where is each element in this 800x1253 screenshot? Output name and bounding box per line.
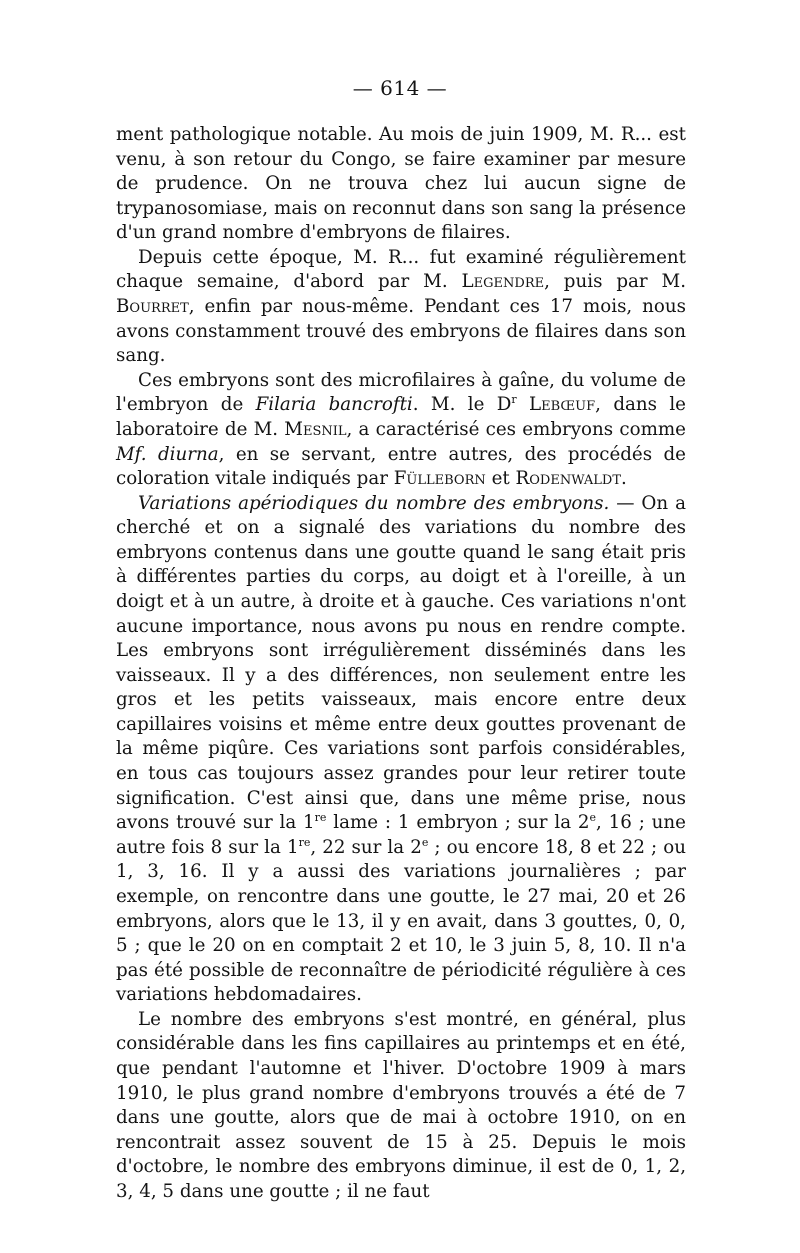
text-run: , 16 ; une autre fois 8 sur la 1 bbox=[116, 812, 686, 858]
body-text bbox=[116, 123, 686, 1204]
paragraph-microfilaria-identification bbox=[116, 369, 686, 492]
species-name: Filaria bancrofti bbox=[255, 394, 413, 416]
author-name-mesnil: Mesnil bbox=[284, 418, 347, 440]
paragraph-examination-history bbox=[116, 246, 686, 369]
text-run: . bbox=[621, 468, 627, 490]
text-run: , enfin par nous-même. Pendant ces 17 mois, nous avons constamment trouvé des embryons de filaires dans son sang. bbox=[116, 296, 686, 367]
author-name-rodenwaldt: Rodenwaldt bbox=[515, 468, 622, 490]
paragraph-seasonal-variation: Le nombre des embryons s'est montré, en général, plus considérable dans les fins capillaires au printemps et en été, que pendant l'automne et l'hiver. D'octobre 1909 à mars 1910, le plus grand nombre d'embryons trouvés a été de 7 dans une goutte, alors que de mai à octobre 1910, on en rencontrait assez souvent de 15 à 25. Depuis le mois d'octobre, le nombre des embryons diminue, il est de 0, 1, 2, 3, 4, 5 dans une goutte ; il ne faut bbox=[116, 1008, 686, 1202]
microfilaria-name: Mf. diurna bbox=[116, 443, 219, 465]
text-run: et bbox=[485, 468, 516, 490]
superscript: e bbox=[421, 835, 429, 849]
text-run: Depuis cette époque, M. R... fut examiné régulièrement chaque semaine, d'abord par M. bbox=[116, 246, 686, 293]
paragraph-aperiodic-variations bbox=[116, 492, 686, 1008]
text-run: Ces embryons sont des microfilaires à gaîne, du volume de l'embryon de bbox=[116, 369, 686, 416]
text-run: , dans le laboratoire de M. bbox=[116, 394, 686, 440]
author-name-legendre: Legendre bbox=[461, 271, 545, 293]
text-run: — On a cherché et on a signalé des variations du nombre des embryons contenus dans une goutte quand le sang était pris à différentes parties du corps, au doigt et à l'oreille, à un doigt et à un autre, à droite et à gauche. Ces variations n'ont aucune importance, nous avons pu nous en rendre compte. Les embryons sont irrégulièrement disséminés dans les vaisseaux. Il y a des différences, non seulement entre les gros et les petits vaisseaux, mais encore entre deux capillaires voisins et même entre deux gouttes provenant de la même piqûre. Ces variations sont parfois considérables, en tous cas toujours assez grandes pour leur retirer toute signification. C'est ainsi que, dans une même prise, nous avons trouvé sur la 1 bbox=[116, 492, 686, 834]
superscript: r bbox=[511, 393, 517, 407]
paragraph-continuation: ment pathologique notable. Au mois de juin 1909, M. R... est venu, à son retour du Congo, se faire examiner par mesure de prudence. On ne trouva chez lui aucun signe de trypanosomiase, mais on reconnut dans son sang la présence d'un grand nombre d'embryons de filaires. bbox=[116, 124, 686, 244]
text-run: , a caractérisé ces embryons comme bbox=[346, 418, 686, 440]
text-run: ; ou encore 18, 8 et 22 ; ou 1, 3, 16. Il y a aussi des variations journalières ; par exemple, on rencontre dans une goutte, le 27 mai, 20 et 26 embryons, alors que le 13, il y en avait, dans 3 gouttes, 0, 0, 5 ; que le 20 on en comptait 2 et 10, le 3 juin 5, 8, 10. Il n'a pas été possible de reconnaître de périodicité régulière à ces variations hebdomadaires. bbox=[116, 836, 686, 1006]
text-run: lame : 1 embryon ; sur la 2 bbox=[326, 812, 590, 834]
author-name-fulleborn: Fülleborn bbox=[393, 468, 486, 490]
superscript: re bbox=[298, 835, 311, 849]
page-number: — 614 — bbox=[352, 76, 448, 100]
text-run: , puis par M. bbox=[544, 271, 687, 293]
author-name-bourret: Bourret bbox=[116, 296, 189, 318]
superscript: e bbox=[589, 811, 597, 825]
text-run: . M. le D bbox=[412, 394, 512, 416]
text-run: , en se servant, entre autres, des procédés de coloration vitale indiqués par bbox=[116, 443, 686, 490]
superscript: re bbox=[314, 811, 327, 825]
author-name-leboeuf: Lebœuf bbox=[529, 394, 596, 416]
text-run: , 22 sur la 2 bbox=[310, 836, 422, 858]
section-heading: Variations apériodiques du nombre des embryons. bbox=[138, 492, 610, 514]
